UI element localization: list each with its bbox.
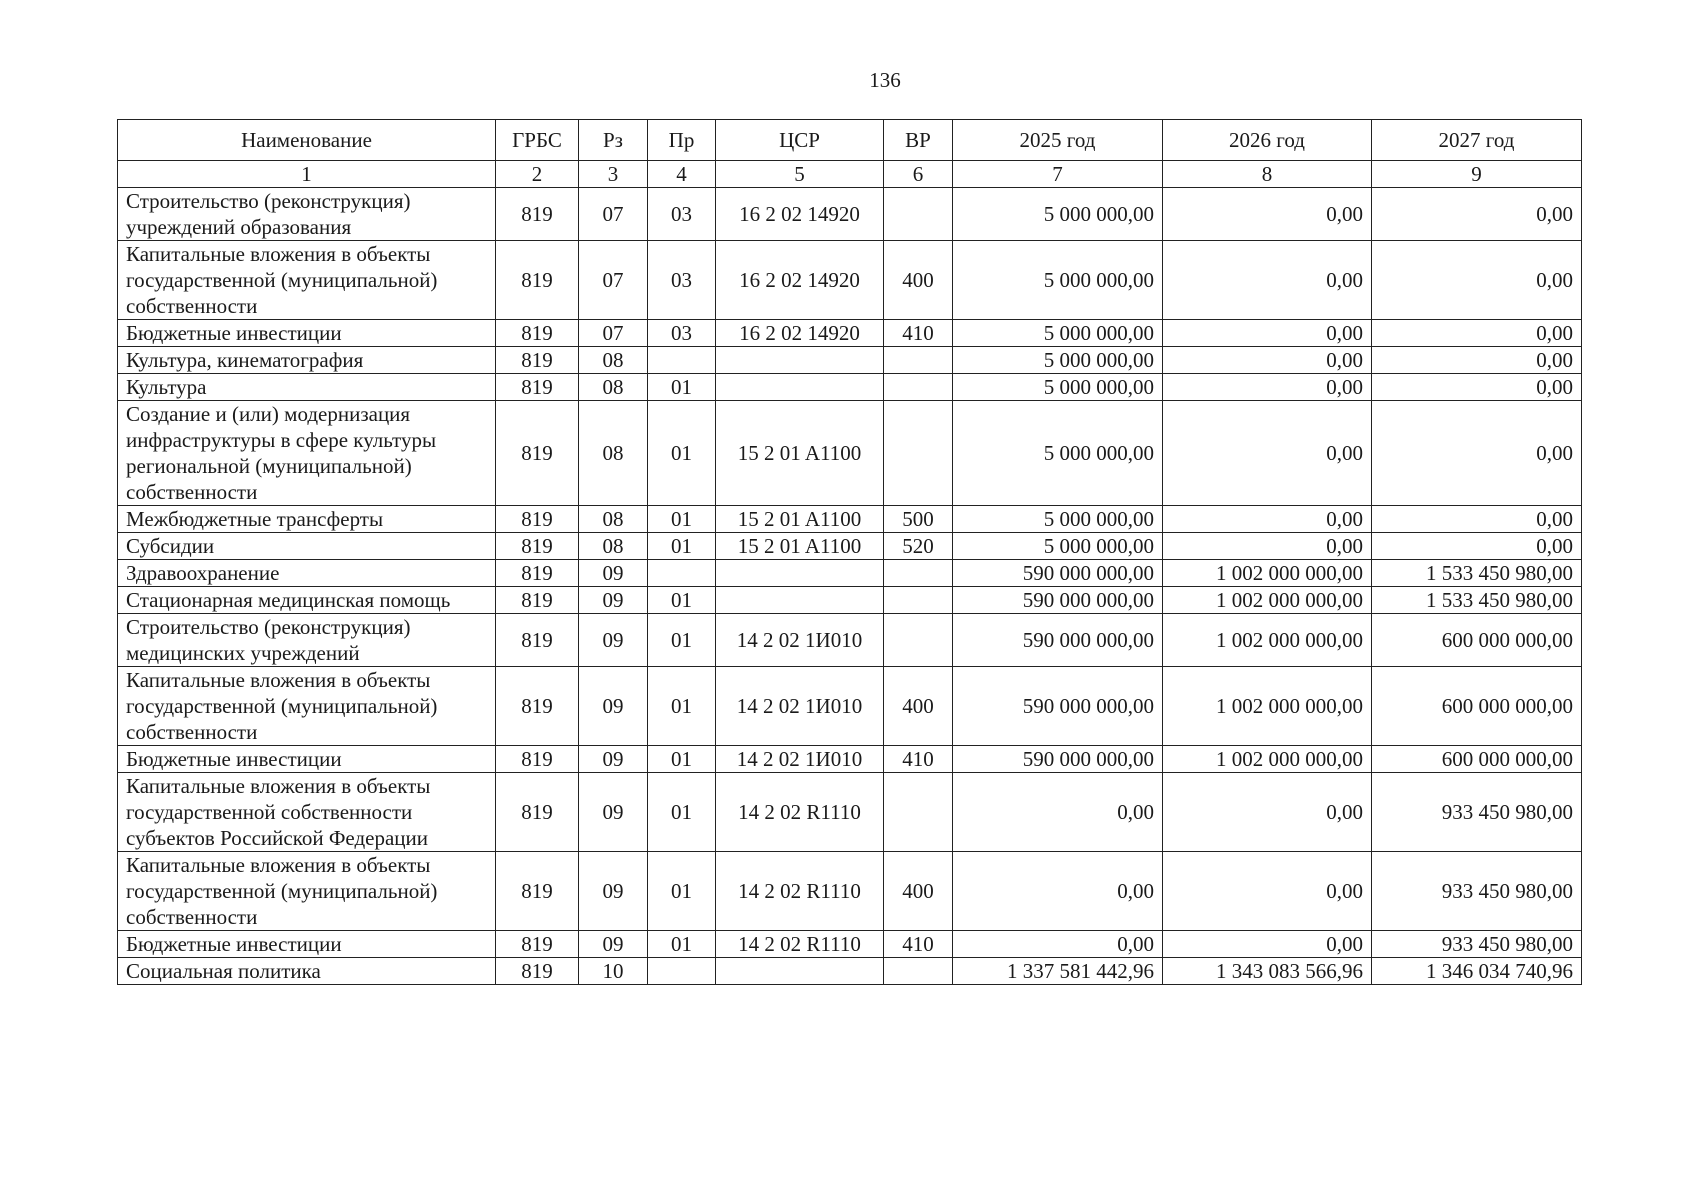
page-number: 136 [869, 68, 901, 92]
cell-year-2027: 933 450 980,00 [1372, 773, 1582, 852]
cell-rz: 09 [579, 667, 648, 746]
cell-year-2025: 5 000 000,00 [953, 347, 1163, 374]
column-header-grbs: ГРБС [496, 120, 579, 161]
cell-vr: 400 [884, 852, 953, 931]
column-number: 7 [953, 161, 1163, 188]
cell-rz: 08 [579, 347, 648, 374]
cell-pr: 01 [648, 374, 716, 401]
cell-year-2026: 0,00 [1163, 401, 1372, 506]
cell-pr [648, 347, 716, 374]
cell-grbs: 819 [496, 320, 579, 347]
column-header-year-2026: 2026 год [1163, 120, 1372, 161]
cell-csr: 14 2 02 1И010 [716, 614, 884, 667]
cell-csr: 14 2 02 1И010 [716, 667, 884, 746]
cell-rz: 07 [579, 320, 648, 347]
cell-year-2025: 5 000 000,00 [953, 374, 1163, 401]
cell-grbs: 819 [496, 241, 579, 320]
cell-grbs: 819 [496, 958, 579, 985]
cell-grbs: 819 [496, 667, 579, 746]
cell-grbs: 819 [496, 347, 579, 374]
cell-year-2027: 1 533 450 980,00 [1372, 587, 1582, 614]
cell-year-2026: 1 002 000 000,00 [1163, 560, 1372, 587]
cell-name: Здравоохранение [118, 560, 496, 587]
cell-year-2026: 0,00 [1163, 533, 1372, 560]
table-row [118, 188, 1582, 241]
cell-rz: 09 [579, 773, 648, 852]
cell-vr: 410 [884, 931, 953, 958]
table-row [118, 241, 1582, 320]
cell-name: Капитальные вложения в объекты государственной (муниципальной) собственности [118, 241, 496, 320]
cell-year-2026: 1 002 000 000,00 [1163, 587, 1372, 614]
cell-year-2025: 590 000 000,00 [953, 746, 1163, 773]
cell-pr: 03 [648, 241, 716, 320]
budget-table [117, 119, 1582, 985]
cell-year-2025: 590 000 000,00 [953, 667, 1163, 746]
cell-year-2027: 600 000 000,00 [1372, 667, 1582, 746]
cell-name: Капитальные вложения в объекты государственной собственности субъектов Российской Федерации [118, 773, 496, 852]
cell-vr [884, 614, 953, 667]
cell-name: Субсидии [118, 533, 496, 560]
cell-rz: 09 [579, 931, 648, 958]
cell-year-2025: 0,00 [953, 773, 1163, 852]
cell-vr: 410 [884, 320, 953, 347]
cell-year-2027: 0,00 [1372, 401, 1582, 506]
cell-year-2026: 1 002 000 000,00 [1163, 746, 1372, 773]
table-row [118, 614, 1582, 667]
cell-csr: 14 2 02 R1110 [716, 773, 884, 852]
cell-vr: 500 [884, 506, 953, 533]
cell-csr [716, 958, 884, 985]
column-header-year-2025: 2025 год [953, 120, 1163, 161]
cell-vr [884, 188, 953, 241]
table-row [118, 852, 1582, 931]
cell-year-2025: 590 000 000,00 [953, 614, 1163, 667]
cell-pr: 01 [648, 931, 716, 958]
cell-rz: 07 [579, 241, 648, 320]
column-number-row [118, 161, 1582, 188]
cell-year-2027: 0,00 [1372, 347, 1582, 374]
cell-csr [716, 374, 884, 401]
cell-year-2025: 5 000 000,00 [953, 188, 1163, 241]
cell-year-2026: 0,00 [1163, 347, 1372, 374]
column-header-vr: ВР [884, 120, 953, 161]
cell-year-2025: 5 000 000,00 [953, 533, 1163, 560]
cell-grbs: 819 [496, 188, 579, 241]
cell-grbs: 819 [496, 401, 579, 506]
cell-csr: 14 2 02 1И010 [716, 746, 884, 773]
header-row [118, 120, 1582, 161]
cell-name: Строительство (реконструкция) учреждений образования [118, 188, 496, 241]
cell-rz: 08 [579, 533, 648, 560]
cell-year-2027: 933 450 980,00 [1372, 852, 1582, 931]
cell-name: Социальная политика [118, 958, 496, 985]
column-number: 6 [884, 161, 953, 188]
table-row [118, 347, 1582, 374]
table-row [118, 746, 1582, 773]
cell-rz: 09 [579, 852, 648, 931]
cell-pr: 01 [648, 773, 716, 852]
column-number: 3 [579, 161, 648, 188]
table-row [118, 931, 1582, 958]
cell-pr: 01 [648, 746, 716, 773]
cell-csr: 15 2 01 A1100 [716, 506, 884, 533]
cell-grbs: 819 [496, 746, 579, 773]
cell-year-2026: 0,00 [1163, 188, 1372, 241]
cell-pr: 01 [648, 533, 716, 560]
cell-year-2026: 0,00 [1163, 241, 1372, 320]
cell-year-2027: 0,00 [1372, 320, 1582, 347]
cell-year-2025: 0,00 [953, 852, 1163, 931]
cell-csr: 16 2 02 14920 [716, 241, 884, 320]
cell-csr: 14 2 02 R1110 [716, 931, 884, 958]
cell-csr [716, 587, 884, 614]
cell-year-2025: 5 000 000,00 [953, 506, 1163, 533]
cell-year-2026: 0,00 [1163, 374, 1372, 401]
cell-name: Культура [118, 374, 496, 401]
cell-name: Капитальные вложения в объекты государственной (муниципальной) собственности [118, 852, 496, 931]
table-row [118, 374, 1582, 401]
column-number: 4 [648, 161, 716, 188]
cell-year-2027: 600 000 000,00 [1372, 614, 1582, 667]
cell-vr: 400 [884, 667, 953, 746]
table-body [118, 188, 1582, 985]
cell-year-2026: 0,00 [1163, 320, 1372, 347]
cell-csr [716, 560, 884, 587]
cell-year-2026: 0,00 [1163, 931, 1372, 958]
table-row [118, 320, 1582, 347]
column-header-pr: Пр [648, 120, 716, 161]
cell-rz: 08 [579, 506, 648, 533]
table-row [118, 773, 1582, 852]
cell-grbs: 819 [496, 852, 579, 931]
cell-vr [884, 773, 953, 852]
cell-rz: 09 [579, 614, 648, 667]
cell-pr: 03 [648, 320, 716, 347]
cell-vr: 520 [884, 533, 953, 560]
cell-year-2026: 1 343 083 566,96 [1163, 958, 1372, 985]
cell-rz: 10 [579, 958, 648, 985]
cell-year-2026: 0,00 [1163, 852, 1372, 931]
cell-vr [884, 958, 953, 985]
column-header-rz: Рз [579, 120, 648, 161]
cell-year-2025: 5 000 000,00 [953, 241, 1163, 320]
column-header-csr: ЦСР [716, 120, 884, 161]
cell-csr [716, 347, 884, 374]
cell-pr: 01 [648, 614, 716, 667]
cell-rz: 08 [579, 374, 648, 401]
cell-csr: 14 2 02 R1110 [716, 852, 884, 931]
cell-year-2027: 0,00 [1372, 188, 1582, 241]
cell-csr: 16 2 02 14920 [716, 320, 884, 347]
cell-grbs: 819 [496, 587, 579, 614]
cell-year-2027: 1 533 450 980,00 [1372, 560, 1582, 587]
cell-name: Создание и (или) модернизация инфраструктуры в сфере культуры региональной (муниципальной) собственности [118, 401, 496, 506]
table-row [118, 560, 1582, 587]
cell-year-2027: 933 450 980,00 [1372, 931, 1582, 958]
column-number: 1 [118, 161, 496, 188]
cell-name: Межбюджетные трансферты [118, 506, 496, 533]
column-number: 9 [1372, 161, 1582, 188]
cell-grbs: 819 [496, 931, 579, 958]
cell-year-2025: 5 000 000,00 [953, 401, 1163, 506]
cell-rz: 07 [579, 188, 648, 241]
cell-csr: 15 2 01 A1100 [716, 533, 884, 560]
cell-year-2027: 1 346 034 740,96 [1372, 958, 1582, 985]
column-number: 8 [1163, 161, 1372, 188]
cell-year-2025: 590 000 000,00 [953, 560, 1163, 587]
cell-grbs: 819 [496, 614, 579, 667]
cell-year-2025: 5 000 000,00 [953, 320, 1163, 347]
cell-vr [884, 587, 953, 614]
cell-grbs: 819 [496, 533, 579, 560]
cell-year-2025: 1 337 581 442,96 [953, 958, 1163, 985]
cell-pr: 01 [648, 852, 716, 931]
cell-grbs: 819 [496, 374, 579, 401]
cell-year-2027: 600 000 000,00 [1372, 746, 1582, 773]
cell-grbs: 819 [496, 506, 579, 533]
table-row [118, 667, 1582, 746]
cell-pr: 01 [648, 667, 716, 746]
cell-pr [648, 958, 716, 985]
cell-name: Бюджетные инвестиции [118, 931, 496, 958]
column-number: 5 [716, 161, 884, 188]
table-row [118, 506, 1582, 533]
cell-year-2026: 1 002 000 000,00 [1163, 667, 1372, 746]
cell-grbs: 819 [496, 773, 579, 852]
table-row [118, 587, 1582, 614]
cell-name: Бюджетные инвестиции [118, 320, 496, 347]
cell-csr: 16 2 02 14920 [716, 188, 884, 241]
cell-csr: 15 2 01 A1100 [716, 401, 884, 506]
cell-pr: 03 [648, 188, 716, 241]
cell-year-2026: 0,00 [1163, 773, 1372, 852]
cell-pr [648, 560, 716, 587]
cell-name: Культура, кинематография [118, 347, 496, 374]
column-header-name: Наименование [118, 120, 496, 161]
cell-vr: 400 [884, 241, 953, 320]
cell-pr: 01 [648, 401, 716, 506]
cell-vr: 410 [884, 746, 953, 773]
cell-vr [884, 374, 953, 401]
cell-name: Капитальные вложения в объекты государственной (муниципальной) собственности [118, 667, 496, 746]
cell-rz: 09 [579, 560, 648, 587]
cell-name: Бюджетные инвестиции [118, 746, 496, 773]
column-number: 2 [496, 161, 579, 188]
cell-rz: 09 [579, 746, 648, 773]
cell-year-2026: 1 002 000 000,00 [1163, 614, 1372, 667]
cell-year-2025: 590 000 000,00 [953, 587, 1163, 614]
cell-pr: 01 [648, 587, 716, 614]
cell-name: Стационарная медицинская помощь [118, 587, 496, 614]
cell-year-2027: 0,00 [1372, 241, 1582, 320]
cell-year-2027: 0,00 [1372, 506, 1582, 533]
cell-pr: 01 [648, 506, 716, 533]
cell-vr [884, 401, 953, 506]
cell-grbs: 819 [496, 560, 579, 587]
cell-rz: 09 [579, 587, 648, 614]
cell-vr [884, 347, 953, 374]
cell-year-2027: 0,00 [1372, 533, 1582, 560]
table-row [118, 401, 1582, 506]
cell-rz: 08 [579, 401, 648, 506]
cell-year-2027: 0,00 [1372, 374, 1582, 401]
cell-vr [884, 560, 953, 587]
table-row [118, 533, 1582, 560]
column-header-year-2027: 2027 год [1372, 120, 1582, 161]
cell-year-2025: 0,00 [953, 931, 1163, 958]
table-row [118, 958, 1582, 985]
cell-year-2026: 0,00 [1163, 506, 1372, 533]
cell-name: Строительство (реконструкция) медицинских учреждений [118, 614, 496, 667]
